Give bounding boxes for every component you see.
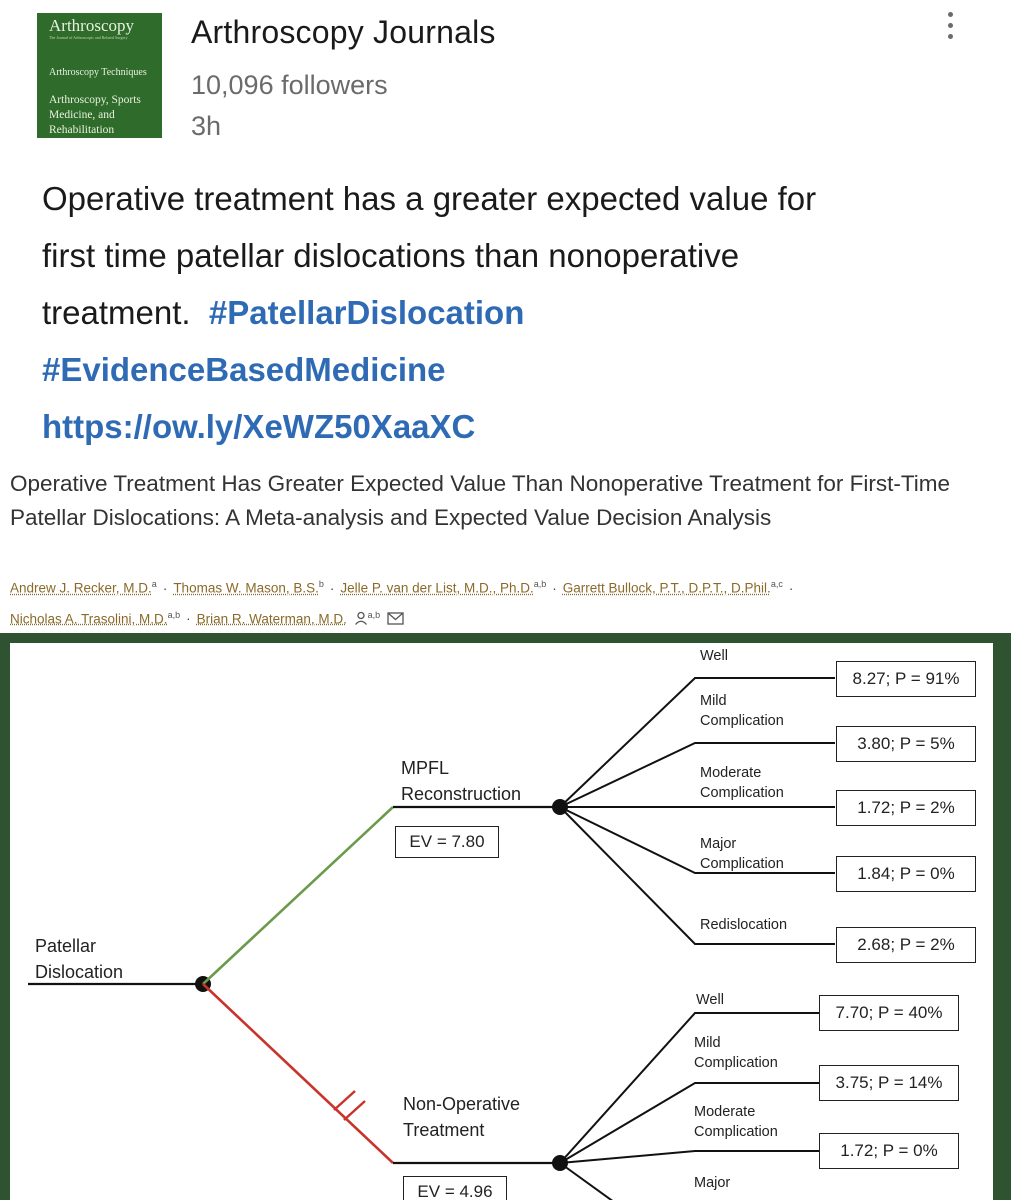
paper-authors [10, 571, 1000, 632]
avatar-title: Arthroscopy [49, 16, 134, 35]
author-affiliation: a,b [533, 579, 547, 589]
author-affiliation: a,c [770, 579, 783, 589]
nonop-outcome-value: 1.72; P = 0% [819, 1133, 959, 1169]
author-affiliation: b [318, 579, 324, 589]
root-label-line2: Dislocation [35, 962, 124, 982]
nonop-outcome-label: Complication [694, 1124, 778, 1140]
author-link[interactable]: Andrew J. Recker, M.D. [10, 580, 152, 596]
avatar-techniques: Arthroscopy Techniques [49, 67, 147, 78]
op-outcome-value: 1.84; P = 0% [836, 856, 976, 892]
pruned-branch-mark [344, 1101, 365, 1120]
post-text-line [42, 341, 992, 398]
op-outcome-branch-major [560, 807, 835, 873]
op-outcome-branch-mild [560, 743, 835, 807]
nonop-outcome-label: Mild [694, 1035, 721, 1051]
post-text-line: first time patellar dislocations than nonoperative [42, 237, 740, 274]
nonop-outcome-label: Well [696, 992, 724, 1008]
author-link[interactable]: Thomas W. Mason, B.S. [173, 580, 319, 596]
author-separator: · [788, 580, 794, 596]
author-separator: · [552, 580, 557, 596]
author-affiliation: a [151, 579, 157, 589]
post-text-line: Operative treatment has a greater expected value for [42, 180, 817, 217]
post-text-line [42, 284, 992, 341]
post-text-line [42, 398, 992, 455]
author-separator: · [162, 580, 168, 596]
nonop-outcome-label: Major [694, 1175, 731, 1191]
author-separator: · [186, 611, 191, 626]
hashtag-patellar-dislocation[interactable]: #PatellarDislocation [208, 294, 525, 331]
nonoperative-branch-line [203, 984, 393, 1163]
post-timestamp: 3h [191, 111, 222, 141]
op-outcome-label: Well [700, 648, 728, 664]
paper-image[interactable] [0, 455, 1011, 1200]
op-outcome-label: Major [700, 836, 737, 852]
nonop-outcome-branch-moderate [560, 1151, 835, 1163]
op-outcome-value: 8.27; P = 91% [836, 661, 976, 697]
root-label-line1: Patellar [35, 936, 97, 956]
post-header [0, 0, 1011, 150]
avatar-sports: Arthroscopy, Sports Medicine, and Rehabilitation [49, 94, 141, 136]
paper-title: Operative Treatment Has Greater Expected Value Than Nonoperative Treatment for First-Time Patellar Dislocations: A Meta-analysis and Expected Value Decision Analysis [10, 471, 950, 530]
author-affiliation: a,b [167, 609, 181, 620]
nonop-outcome-value: 3.75; P = 14% [819, 1065, 959, 1101]
person-icon [354, 611, 368, 625]
operative-branch-line [203, 807, 393, 984]
op-outcome-value: 2.68; P = 2% [836, 927, 976, 963]
op-outcome-label: Redislocation [700, 917, 788, 933]
account-avatar[interactable] [37, 13, 162, 138]
operative-label-line1: MPFL [401, 758, 450, 778]
op-outcome-label: Moderate [700, 765, 762, 781]
decision-tree-figure [10, 643, 993, 1200]
pruned-branch-mark [334, 1091, 355, 1110]
op-outcome-label: Mild [700, 693, 727, 709]
nonoperative-label-line1: Non-Operative [403, 1094, 521, 1114]
hashtag-evidence-based-medicine[interactable]: #EvidenceBasedMedicine [42, 351, 446, 388]
author-separator: · [329, 580, 335, 596]
post-link[interactable]: https://ow.ly/XeWZ50XaaXC [42, 408, 476, 445]
op-outcome-label: Complication [700, 856, 784, 872]
operative-ev-box: EV = 7.80 [395, 826, 499, 858]
more-options-icon[interactable] [934, 8, 968, 42]
nonoperative-label-line2: Treatment [403, 1120, 485, 1140]
follower-count: 10,096 followers [191, 70, 388, 100]
op-outcome-value: 1.72; P = 2% [836, 790, 976, 826]
post-text [42, 170, 992, 455]
author-link[interactable]: Jelle P. van der List, M.D., Ph.D. [340, 580, 534, 596]
author-link[interactable]: Nicholas A. Trasolini, M.D. [10, 611, 168, 626]
post-text-line-end: treatment. [42, 294, 191, 331]
author-affiliation: a,b [367, 609, 381, 620]
figure-frame [0, 633, 1011, 1200]
author-link[interactable]: Brian R. Waterman, M.D. [196, 611, 347, 626]
op-outcome-label: Complication [700, 713, 784, 729]
nonop-outcome-label: Moderate [694, 1104, 756, 1120]
envelope-icon[interactable] [387, 612, 404, 625]
author-link[interactable]: Garrett Bullock, P.T., D.P.T., D.Phil. [562, 580, 771, 596]
nonop-outcome-label: Complication [694, 1055, 778, 1071]
avatar-subtitle: The Journal of Arthroscopic and Related Surgery [49, 35, 128, 40]
nonop-outcome-value: 7.70; P = 40% [819, 995, 959, 1031]
op-outcome-value: 3.80; P = 5% [836, 726, 976, 762]
account-name[interactable]: Arthroscopy Journals [191, 14, 496, 50]
op-outcome-label: Complication [700, 785, 784, 801]
nonop-outcome-branch-major [560, 1163, 650, 1200]
operative-label-line2: Reconstruction [401, 784, 522, 804]
nonoperative-ev-box: EV = 4.96 [403, 1176, 507, 1200]
